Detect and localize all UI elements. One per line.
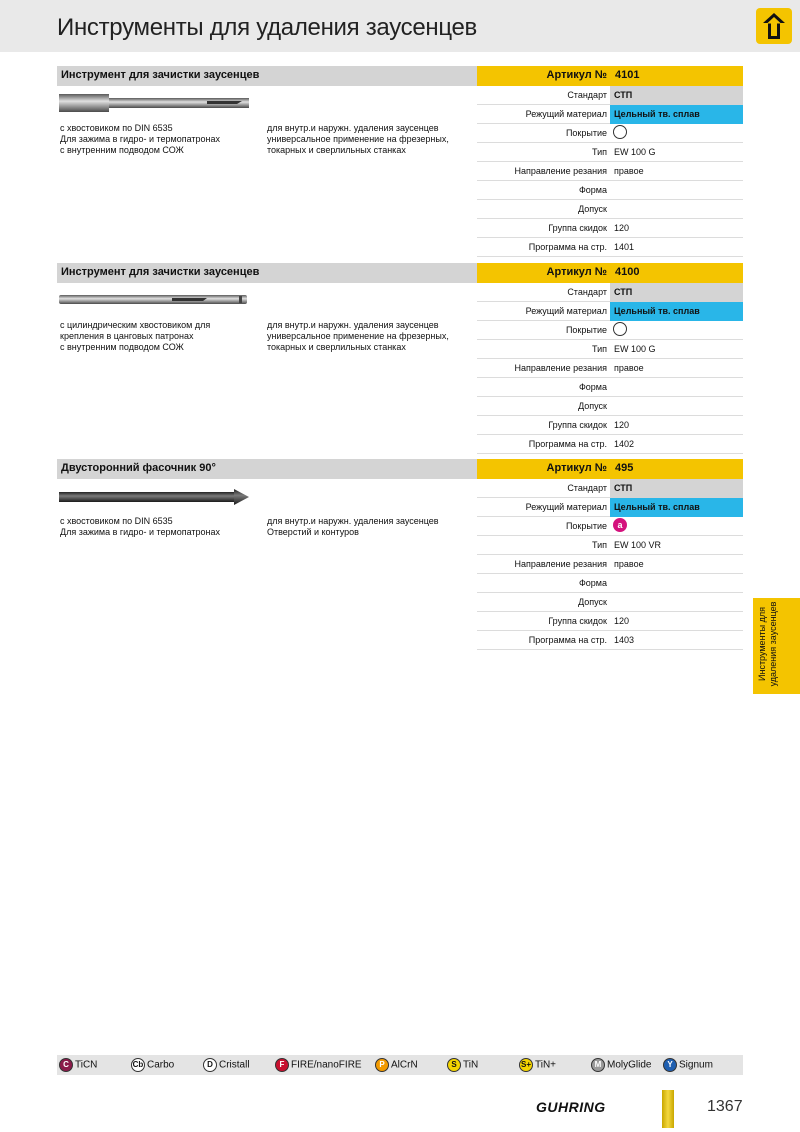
spec-row-discount (477, 612, 743, 631)
description-right: для внутр.и наружн. удаления заусенцев универсальное применение на фрезерных, токарных и сверлильных станках (267, 123, 449, 155)
spec-row-standard (477, 86, 743, 105)
legend-item-tin (447, 1058, 478, 1072)
legend-symbol: S (447, 1058, 461, 1072)
spec-label: Покрытие (565, 325, 607, 335)
spec-row-type (477, 340, 743, 359)
spec-label: Тип (591, 540, 607, 550)
section-title-bar (57, 263, 477, 283)
spec-row-standard (477, 283, 743, 302)
spec-value: 120 (614, 616, 630, 626)
legend-symbol: Y (663, 1058, 677, 1072)
spec-label: Направление резания (514, 363, 607, 373)
product-section-4100 (0, 263, 800, 459)
spec-row-material (477, 105, 743, 124)
spec-label: Стандарт (567, 483, 607, 493)
article-label: Артикул № (546, 69, 607, 81)
spec-label: Покрытие (565, 128, 607, 138)
product-section-495 (0, 459, 800, 655)
legend-label: TiCN (75, 1059, 98, 1071)
description-left: с хвостовиком по DIN 6535 Для зажима в гидро- и термопатронах (60, 516, 220, 537)
spec-label: Тип (591, 344, 607, 354)
spec-row-coating (477, 124, 743, 143)
guhring-logo-icon (756, 8, 792, 44)
legend-label: Signum (679, 1059, 713, 1071)
spec-value: 1402 (614, 439, 635, 449)
spec-value: EW 100 VR (614, 540, 662, 550)
legend-label: Carbo (147, 1059, 175, 1071)
legend-label: TiN (463, 1059, 479, 1071)
article-label: Артикул № (546, 462, 607, 474)
spec-value: EW 100 G (614, 147, 656, 157)
spec-label: Программа на стр. (528, 242, 607, 252)
legend-label: AlCrN (391, 1059, 418, 1071)
deburring-tool-image (57, 289, 252, 311)
spec-label: Стандарт (567, 90, 607, 100)
description-left: с цилиндрическим хвостовиком для крепления в цанговых патронах с внутренним подводом СОЖ (60, 320, 211, 352)
spec-value: Цельный тв. сплав (614, 502, 700, 512)
spec-label: Группа скидок (548, 223, 607, 233)
spec-value: 120 (614, 420, 630, 430)
article-bar (477, 263, 743, 283)
spec-row-discount (477, 219, 743, 238)
spec-value: 120 (614, 223, 630, 233)
spec-value: СТП (614, 90, 633, 100)
spec-row-standard (477, 479, 743, 498)
legend-label: Cristall (219, 1059, 250, 1071)
legend-item-tin-plus (519, 1058, 556, 1072)
spec-row-coating (477, 517, 743, 536)
chapter-side-tab (753, 598, 800, 694)
legend-item-carbo (131, 1058, 174, 1072)
spec-row-type (477, 143, 743, 162)
spec-row-tolerance (477, 200, 743, 219)
section-title-bar (57, 459, 477, 479)
article-bar (477, 459, 743, 479)
spec-row-direction (477, 359, 743, 378)
spec-value: правое (614, 559, 644, 569)
legend-symbol: D (203, 1058, 217, 1072)
spec-label: Режущий материал (525, 306, 607, 316)
section-title: Двусторонний фасочник 90° (61, 462, 216, 474)
spec-label: Форма (578, 185, 607, 195)
chamfer-tool-image (57, 485, 252, 507)
legend-label: MolyGlide (607, 1059, 652, 1071)
spec-row-discount (477, 416, 743, 435)
spec-value: 1403 (614, 635, 635, 645)
spec-value: правое (614, 166, 644, 176)
spec-label: Режущий материал (525, 502, 607, 512)
spec-value: 1401 (614, 242, 635, 252)
spec-value: Цельный тв. сплав (614, 306, 700, 316)
article-label: Артикул № (546, 266, 607, 278)
spec-label: Направление резания (514, 559, 607, 569)
legend-symbol: Cb (131, 1058, 145, 1072)
spec-value: правое (614, 363, 644, 373)
spec-label: Группа скидок (548, 616, 607, 626)
page-number: 1367 (707, 1098, 743, 1115)
spec-label: Допуск (578, 597, 607, 607)
description-left: с хвостовиком по DIN 6535 Для зажима в гидро- и термопатронах с внутренним подводом СОЖ (60, 123, 220, 155)
spec-value: Цельный тв. сплав (614, 109, 700, 119)
article-number: 4100 (615, 266, 640, 278)
uncoated-circle-icon (613, 125, 627, 139)
spec-row-form (477, 574, 743, 593)
spec-value: СТП (614, 483, 633, 493)
legend-symbol: P (375, 1058, 389, 1072)
spec-label: Форма (578, 578, 607, 588)
page-header (0, 0, 800, 52)
spec-row-direction (477, 162, 743, 181)
brand-logo: GUHRING (536, 1099, 606, 1115)
legend-label: FIRE/nanoFIRE (291, 1059, 362, 1071)
article-number: 495 (615, 462, 634, 474)
product-section-4101 (0, 66, 800, 262)
spec-row-program-page (477, 435, 743, 454)
spec-label: Тип (591, 147, 607, 157)
spec-label: Допуск (578, 204, 607, 214)
legend-label: TiN+ (535, 1059, 557, 1071)
spec-label: Стандарт (567, 287, 607, 297)
deburring-tool-image (57, 92, 252, 114)
legend-symbol: C (59, 1058, 73, 1072)
footer-gold-stripe (662, 1090, 674, 1128)
uncoated-circle-icon (613, 322, 627, 336)
spec-row-form (477, 181, 743, 200)
spec-row-program-page (477, 631, 743, 650)
section-title: Инструмент для зачистки заусенцев (61, 266, 260, 278)
spec-row-program-page (477, 238, 743, 257)
legend-item-fire (275, 1058, 362, 1072)
legend-item-signum (663, 1058, 713, 1072)
spec-row-material (477, 302, 743, 321)
legend-symbol: S+ (519, 1058, 533, 1072)
spec-row-material (477, 498, 743, 517)
legend-item-cristall (203, 1058, 250, 1072)
spec-label: Режущий материал (525, 109, 607, 119)
coating-legend (57, 1055, 743, 1075)
legend-item-ticn (59, 1058, 97, 1072)
chapter-side-tab-label: Инструменты для удаления заусенцев (757, 601, 778, 687)
section-title: Инструмент для зачистки заусенцев (61, 69, 260, 81)
legend-item-molyglide (591, 1058, 651, 1072)
spec-row-type (477, 536, 743, 555)
spec-value: СТП (614, 287, 633, 297)
page-title: Инструменты для удаления заусенцев (57, 14, 478, 41)
spec-row-direction (477, 555, 743, 574)
spec-row-form (477, 378, 743, 397)
spec-value: EW 100 G (614, 344, 656, 354)
spec-label: Группа скидок (548, 420, 607, 430)
spec-label: Программа на стр. (528, 635, 607, 645)
coating-a-icon: a (613, 518, 627, 532)
spec-label: Допуск (578, 401, 607, 411)
spec-label: Направление резания (514, 166, 607, 176)
article-bar (477, 66, 743, 86)
spec-row-coating (477, 321, 743, 340)
description-right: для внутр.и наружн. удаления заусенцев Отверстий и контуров (267, 516, 439, 537)
spec-label: Форма (578, 382, 607, 392)
legend-item-alcrn (375, 1058, 418, 1072)
spec-row-tolerance (477, 593, 743, 612)
spec-row-tolerance (477, 397, 743, 416)
legend-symbol: M (591, 1058, 605, 1072)
spec-label: Программа на стр. (528, 439, 607, 449)
spec-label: Покрытие (565, 521, 607, 531)
section-title-bar (57, 66, 477, 86)
article-number: 4101 (615, 69, 640, 81)
legend-symbol: F (275, 1058, 289, 1072)
description-right: для внутр.и наружн. удаления заусенцев универсальное применение на фрезерных, токарных и сверлильных станках (267, 320, 449, 352)
